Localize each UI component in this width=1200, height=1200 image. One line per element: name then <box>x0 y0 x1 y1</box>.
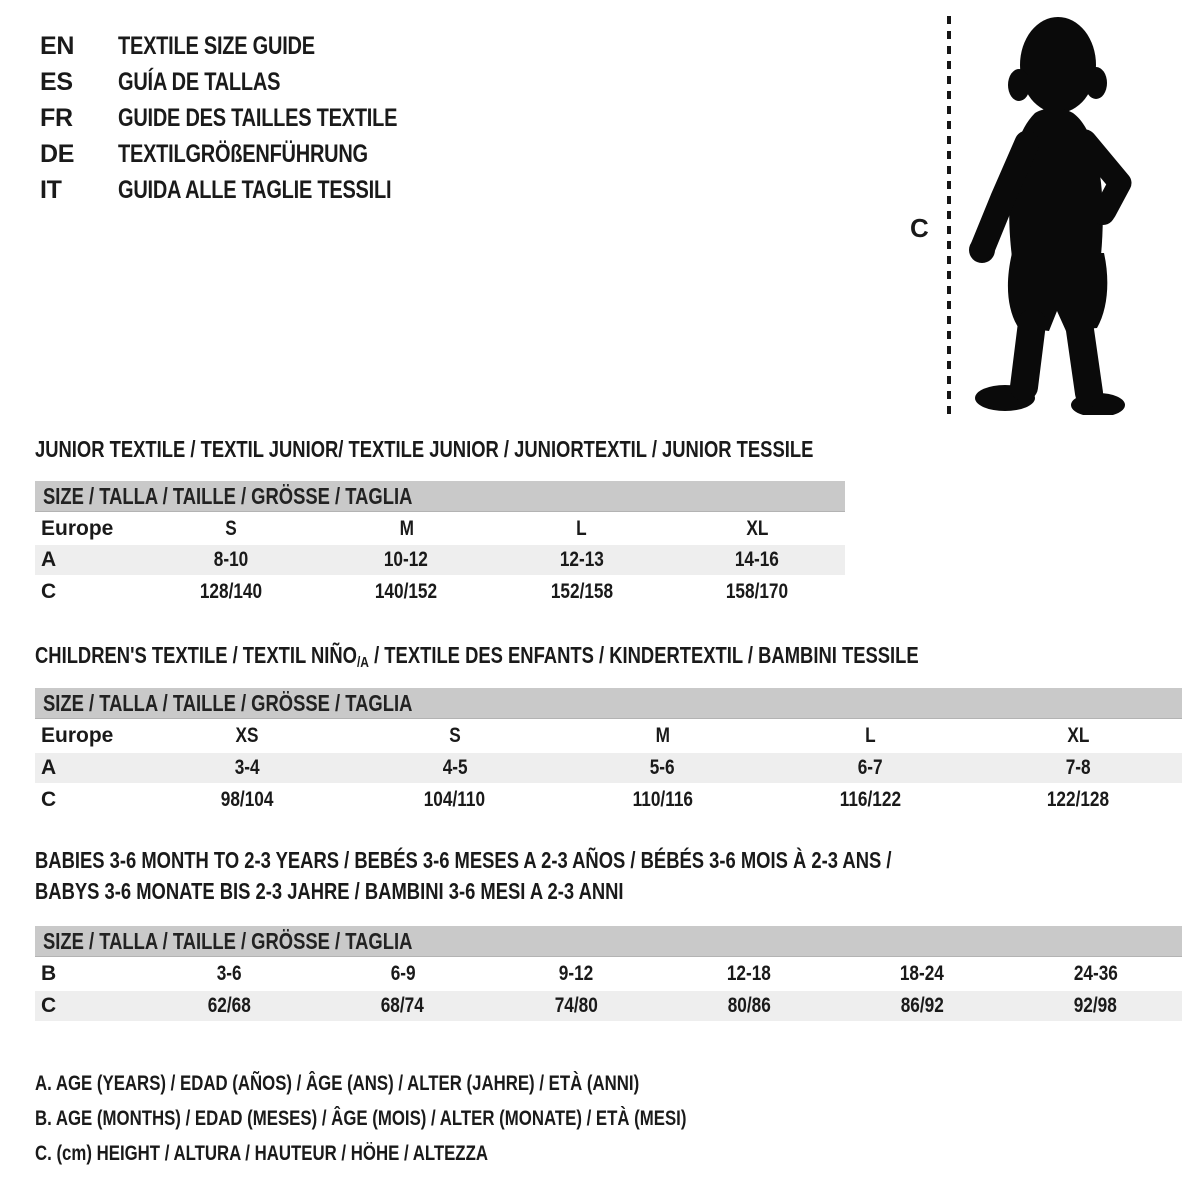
table-row <box>35 957 1182 991</box>
size-value: L <box>865 724 876 747</box>
height-value: 110/116 <box>632 788 693 811</box>
size-value: XS <box>235 724 259 747</box>
age-value: 9-12 <box>558 962 594 985</box>
note-a: A. AGE (YEARS) / EDAD (AÑOS) / ÂGE (ANS) / ALTER (JAHRE) / ETÀ (ANNI) <box>35 1071 640 1095</box>
age-value: 7-8 <box>1065 756 1091 779</box>
lang-code: IT <box>40 175 62 204</box>
height-value: 74/80 <box>554 994 598 1017</box>
age-value: 3-6 <box>217 962 243 985</box>
size-value: S <box>448 724 461 747</box>
table-row <box>35 575 845 609</box>
lang-title: GUÍA DE TALLAS <box>118 67 281 96</box>
note-b: B. AGE (MONTHS) / EDAD (MESES) / ÂGE (MOIS) / ALTER (MONATE) / ETÀ (MESI) <box>35 1106 687 1130</box>
age-value: 8-10 <box>213 548 248 571</box>
lang-row-it <box>40 172 467 208</box>
size-value: XL <box>746 516 769 540</box>
row-label: Europe <box>41 724 114 747</box>
size-value: XL <box>1067 724 1090 747</box>
children-section-title: CHILDREN'S TEXTILE / TEXTIL $NIÑO_{/A}$ / TEXTILE DES ENFANTS / KINDERTEXTIL / BAMBINI TESSILE <box>35 642 919 671</box>
height-value: 62/68 <box>208 994 252 1017</box>
row-label: C <box>41 994 57 1017</box>
table-row <box>35 783 1182 817</box>
height-value: 92/98 <box>1073 994 1117 1017</box>
height-value: 116/122 <box>839 788 901 811</box>
lang-title: GUIDA ALLE TAGLIE TESSILI <box>118 175 392 204</box>
height-measure-dashed-line <box>947 16 951 414</box>
height-value: 86/92 <box>900 994 944 1017</box>
title-subscript: /A <box>356 654 369 671</box>
age-value: 6-7 <box>857 756 883 779</box>
junior-size-header-bar: SIZE / TALLA / TAILLE / GRÖSSE / TAGLIA <box>35 481 845 512</box>
lang-row-es <box>40 64 467 100</box>
height-value: 140/152 <box>375 580 438 603</box>
size-value: M <box>655 724 670 747</box>
height-measure-label: C <box>910 213 929 243</box>
age-value: 14-16 <box>735 548 780 571</box>
lang-code: DE <box>40 139 75 168</box>
table-row <box>35 512 845 545</box>
height-value: 104/110 <box>424 788 486 811</box>
age-value: 6-9 <box>390 962 416 985</box>
table-row <box>35 719 1182 753</box>
row-label: B <box>41 962 57 985</box>
height-value: 128/140 <box>199 580 262 603</box>
table-row <box>35 545 845 575</box>
age-value: 10-12 <box>384 548 429 571</box>
babies-size-table <box>35 926 1182 1021</box>
lang-row-de <box>40 136 467 172</box>
lang-title: TEXTILE SIZE GUIDE <box>118 31 315 60</box>
babies-section-title: BABIES 3-6 MONTH TO 2-3 YEARS / BEBÉS 3-6 MESES A 2-3 AÑOS / BÉBÉS 3-6 MOIS À 2-3 ANS / BABYS 3-6 MONATE BIS 2-3 JAHRE / BAMBINI 3-6 MESI A 2-3 ANNI <box>35 847 892 904</box>
height-value: 68/74 <box>381 994 425 1017</box>
age-value: 24-36 <box>1073 962 1118 985</box>
junior-section-title: JUNIOR TEXTILE / TEXTIL JUNIOR/ TEXTILE JUNIOR / JUNIORTEXTIL / JUNIOR TESSILE <box>35 436 814 462</box>
age-value: 12-18 <box>727 962 772 985</box>
height-value: 152/158 <box>550 580 613 603</box>
size-value: S <box>224 516 237 540</box>
lang-row-en <box>40 28 467 64</box>
note-c: C. (cm) HEIGHT / ALTURA / HAUTEUR / HÖHE / ALTEZZA <box>35 1141 488 1165</box>
height-value: 122/128 <box>1046 788 1110 811</box>
row-label: Europe <box>41 516 114 540</box>
age-value: 18-24 <box>900 962 945 985</box>
legend-notes <box>35 1066 849 1171</box>
children-size-table <box>35 688 1182 817</box>
age-value: 12-13 <box>559 548 604 571</box>
row-label: A <box>41 548 57 571</box>
height-value: 80/86 <box>727 994 771 1017</box>
height-value: 98/104 <box>220 788 274 811</box>
lang-row-fr <box>40 100 467 136</box>
babies-size-header-bar: SIZE / TALLA / TAILLE / GRÖSSE / TAGLIA <box>35 926 1182 957</box>
toddler-silhouette-icon <box>965 15 1140 415</box>
height-value: 158/170 <box>726 580 789 603</box>
lang-title: TEXTILGRÖßENFÜHRUNG <box>118 139 368 168</box>
language-title-list <box>40 28 467 208</box>
lang-title: GUIDE DES TAILLES TEXTILE <box>118 103 398 132</box>
age-value: 5-6 <box>650 756 675 779</box>
size-value: L <box>576 516 588 540</box>
junior-size-table <box>35 481 845 609</box>
table-row <box>35 991 1182 1021</box>
size-value: M <box>399 516 414 540</box>
children-size-header-bar: SIZE / TALLA / TAILLE / GRÖSSE / TAGLIA <box>35 688 1182 719</box>
age-value: 3-4 <box>234 756 260 779</box>
age-value: 4-5 <box>442 756 468 779</box>
lang-code: EN <box>40 31 75 60</box>
row-label: C <box>41 788 57 811</box>
row-label: C <box>41 580 57 603</box>
row-label: A <box>41 756 57 779</box>
lang-code: ES <box>40 67 73 96</box>
table-row <box>35 753 1182 783</box>
lang-code: FR <box>40 103 73 132</box>
